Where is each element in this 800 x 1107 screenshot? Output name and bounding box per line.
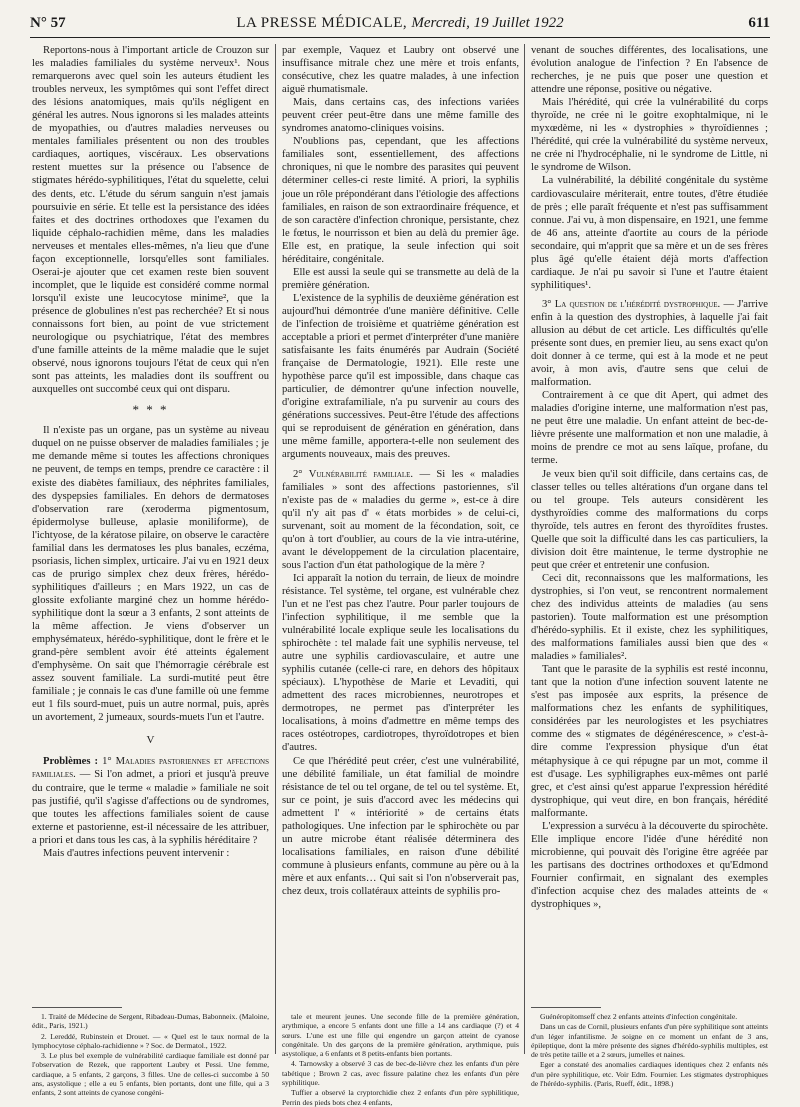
footnote: 4. Tarnowsky a observé 3 cas de bec-de-lièvre chez les enfants d'un père tabétique ; Brown 2 cas, avec fissure palatine chez les enfants d'un père syphilitique. xyxy=(282,1059,519,1088)
page-number: 611 xyxy=(748,15,770,31)
footnote-rule xyxy=(32,1007,122,1008)
paragraph: Reportons-nous à l'important article de Crouzon sur les maladies familiales du système nerveux¹. Nous remarquerons avec quel soin les auteurs étudient les troubles nerveux, les symptômes qui sont l'effet direct des lésions anatomiques, mais qu'ils négligent en général les autres. Nous ignorons si les malades atteints de myopathies, ou d'autres maladies nerveuses ou mentales familiales présentent ou non des troubles cardiaques, aortiques, viscéraux. Les observations restent muettes sur la présence ou l'absence de stigmates hérédo-syphilitiques, l'état du squelette, celui des dents, etc. L'étude du sérum sanguin n'est jamais poursuivie en série. Et telle est la persistance des idées faites et des doctrines orthodoxes que l'examen du liquide céphalo-rachidien même, dans les maladies nerveuses et mentales elles-mêmes, n'a lieu que d'une façon exceptionnelle, lorsqu'elles sont familiales. Oserai-je ajouter que cet examen reste bien souvent incomplet, que le liquide est considéré comme normal lorsqu'il existe une leucocytose minime², que la présence de globulines n'est pas recherchée? Et si nous connaissons fort bien, au point de vue strictement neurologique ou psychiatrique, l'état des membres d'une famille atteints de la même maladie que le sujet observé, nous ignorons toujours l'état de ceux qui n'en sont pas atteints, les maladies dont ils souffrent ou auxquelles ont succombé ceux qui ont disparu. xyxy=(32,45,269,396)
problemes-label: Problèmes : xyxy=(43,756,99,768)
section-heading-paragraph xyxy=(32,755,269,846)
footnotes-column-1 xyxy=(32,1012,269,1098)
paragraph: Contrairement à ce que dit Apert, qui admet des maladies d'origine interne, une malformation n'est pas, ne peut être une maladie. Un enfant atteint de bec-de-lièvre présente une malformation et non une maladie, à moins de prendre ce mot au sens laïque, profane, du terme. xyxy=(531,390,768,467)
footnote: tale et meurent jeunes. Une seconde fille de la première génération, arythmique, a encore 5 enfants dont une fille a 14 ans cardiaque (?) et 4 sœurs. L'une est une fille qui engendre un garçon atteint de cyanose congénitale. Un des garçons de la première génération, arythmique, puis asystolique, a 6 enfants et 8 petits-enfants bien portants. xyxy=(282,1012,519,1059)
text-column-2 xyxy=(282,44,519,1006)
column-separator xyxy=(275,44,276,1054)
paragraph: Je veux bien qu'il soit difficile, dans certains cas, de classer telles ou telles altérations d'un organe dans tel ou tel groupe. Tels auteurs considèrent les dysthyroïdies comme des malformations du corps thyroïde, tels autres en feront des thyroïdites frustes. Quelle que soit la difficulté dans les cas particuliers, la division doit être maintenue, le terme dystrophie ne peut que créer et entretenir une confusion. xyxy=(531,468,768,571)
paragraph: L'expression a survécu à la découverte du spirochète. Elle implique encore l'idée d'une hérédité non microbienne, qui pouvait dès l'origine être agréée par les partisans des doctrines orthodoxes et qu'Edmond Fournier confirmait, en signalant des exemples d'infection acquise chez des malades atteints de « dystrophiques », xyxy=(531,820,768,911)
paragraph: venant de souches différentes, des localisations, une évolution analogue de l'infection ? En l'absence de recherches, je ne puis que poser une question et attendre une réponse, positive ou négative. xyxy=(531,45,768,96)
paragraph: La vulnérabilité, la débilité congénitale du système cardiovasculaire mériterait, entre toutes, d'être étudiée de près ; elle paraît fréquente et n'est pas suffisamment connue. J'ai vu, à mon dispensaire, en 1921, une femme de 46 ans, atteinte d'aortite au cours de la période secondaire, qui m'apprit que sa mère et un de ses frères plus âgé qu'elle étaient déjà morts d'affection cardiaque. Je n'ai pu savoir si l'une et l'autre étaient syphilitiques¹. xyxy=(531,175,768,291)
journal-name: LA PRESSE MÉDICALE, xyxy=(236,15,408,31)
paragraph: Mais, dans certains cas, des infections variées peuvent créer peut-être dans une même famille des syndromes anatomo-cliniques voisins. xyxy=(282,97,519,135)
footnote-rule xyxy=(531,1007,601,1008)
paragraph: Mais d'autres infections peuvent intervenir : xyxy=(43,847,230,859)
text-column-3 xyxy=(531,44,768,1006)
section-ornament: * * * xyxy=(132,402,169,418)
section-number: V xyxy=(146,734,155,747)
paragraph-text: — Si l'on admet, a priori et jusqu'à preuve du contraire, que le terme « maladie » familiale ne soit pas justifié, qu'il s'agisse d'affections ou de syndromes, que toutes les affections familiales soient de cause externe et pastorienne, est-il nécessaire de les attribuer, a priori et dans tous les cas, à la syphilis héréditaire ? xyxy=(32,769,269,846)
page-header xyxy=(30,12,770,34)
paragraph: Ceci dit, reconnaissons que les malformations, les dystrophies, si l'on veut, se rencontrent normalement chez des individus atteints de maladies (au sens pastorien). Toute malformation est une présomption d'hérédo-syphilis. Et il existe, chez les syphilitiques, des malformations familiales aussi bien que des « maladies » familiales². xyxy=(531,572,768,663)
footnote: Dans un cas de Cornil, plusieurs enfants d'un père syphilitique sont atteints d'un léger infantilisme. Je soigne en ce moment un enfant de 3 ans, épileptique, dont la mère présente des signes d'hérédo-syphilis multiples, est de très petite taille et a 2 sœurs, jumelles et naines. xyxy=(531,1022,768,1060)
paragraph-text: — J'arrive enfin à la question des dystrophies, à laquelle j'ai fait allusion au début de cet article. Les difficultés qu'elle présente sont dues, en premier lieu, au sens exact qu'on doit donner à ce terme, qui est à la mode et ne peut avoir, à mon avis, d'autre sens que celui de malformation. xyxy=(531,298,768,389)
footnotes-column-3 xyxy=(531,1012,768,1089)
paragraph-text: — Si les « maladies familiales » sont des affections pastoriennes, s'il n'existe pas de « maladies du germe », est-ce à dire qu'il n'y ait pas d' « états morbides » de celui-ci, survenant, soit au moment de la fécondation, soit, ce qu'on à tort d'oublier, au cours de la vie intra-utérine, avant le développement de la circulation placentaire, sous l'action d'un état pathologique de la mère ? xyxy=(282,468,519,571)
section-heading: 1° Maladies pastoriennes et affections familiales. xyxy=(32,756,269,781)
section-heading: 2° Vulnérabilité familiale. xyxy=(293,468,414,480)
paragraph: Il n'existe pas un organe, pas un système au niveau duquel on ne puisse observer de maladies familiales ; je me demande même si toutes les affections chroniques ne peuvent, de temps en temps, prendre ce caractère : il existe des diabètes familiaux, des néphrites familiales, des dyspepsies familiales. En dehors de dermatoses d'observation rare (xeroderma pigmentosum, épidermolyse bulleuse, aplasie moniliforme), de l'ichtyose, de la kératose pilaire, on observe le caractère familial dans les dermatoses les plus banales, eczéma, psoriasis, lichen simplex, urticaire. J'ai vu en 1921 deux cas de prurigo simplex chez deux frères, hérédo-syphilitiques d'ailleurs ; en Mars 1922, un cas de glossite exfoliante marginé chez un homme hérédo-syphilitique dont la sœur a 3 enfants, 2 sont atteints de la même affection. Je viens d'observer un emphysémateux, hérédo-syphilitique, dont le frère et le grand-père semblent avoir été atteints également d'emphysème. On sait que l'hémorragie cérébrale est assez souvent familiale. La surdi-mutité peut être familiale ; je connais le cas d'une famille où une femme eut 1 fils sourd-muet, puis un autre normal, puis, après un avortement, 2 jumeaux, sourds-muets l'un et l'autre. xyxy=(32,425,269,724)
footnote: 2. Lereddé, Rubinstein et Drouet. — « Quel est le taux normal de la lymphocytose céphalo-rachidienne » ? Soc. de Dermatol., 1922. xyxy=(32,1031,269,1050)
paragraph: Tant que le parasite de la syphilis est resté inconnu, tant que la notion d'une infection souvent latente ne s'est pas imposée aux esprits, la présence de malformations chez les enfants de syphilitiques, considérées par les neurologistes et les psychiatres comme des « stigmates de dégénérescence, » c'est-à-dire comme l'expression physique d'un état métaphysique à ce qui répugne par un mot, comme il est d'usage. Les syphiligraphes eux-mêmes ont parlé grec, et c'est ainsi qu'est apparue l'expression hérédité dystrophique, qui veut dire, en bon français, hérédité malformante. xyxy=(531,664,768,819)
paragraph: Elle est aussi la seule qui se transmette au delà de la première génération. xyxy=(282,266,519,291)
footnote: Eger a constaté des anomalies cardiaques identiques chez 2 enfants nés d'un père syphilitique, etc. Voir Edm. Fournier. Les stigmates dystrophiques de l'hérédo-syphilis. (Paris, Rueff, édit., 1898.) xyxy=(531,1060,768,1089)
header-rule xyxy=(30,37,770,38)
paragraph: Ici apparaît la notion du terrain, de lieux de moindre résistance. Tel système, tel organe, est vulnérable chez l'un et ne l'est pas chez l'autre. Pour parler toujours de l'infection syphilitique, il me semble que la vulnérabilité locale explique seule les localisations du sphirochète : tel malade fait une syphilis nerveuse, tel autre une syphilis cardiovasculaire, et autre une syphilis cutanée (celle-ci rare, en dehors des hôpitaux spéciaux). L'hypothèse de Marie et Levaditi, qui admettent des races microbiennes, neurotropes et dermotropes, ne permet pas d'interpréter les localisations, à moins d'admettre en même temps des races ostéotropes, cardiotropes, thyroïdotropes et bien d'autres. xyxy=(282,572,519,754)
section-heading-paragraph xyxy=(531,298,768,389)
section-heading-paragraph xyxy=(282,468,519,572)
paragraph: par exemple, Vaquez et Laubry ont observé une insuffisance mitrale chez une mère et trois enfants, consécutive, chez les quatre malades, à une infection aiguë rhumatismale. xyxy=(282,45,519,96)
issue-date: Mercredi, 19 Juillet 1922 xyxy=(411,15,564,31)
paragraph: Ce que l'hérédité peut créer, c'est une vulnérabilité, une débilité familiale, un état familial de moindre résistance de tel ou tel organe, de tel ou tel système. Et, sur ce point, je suis d'accord avec les médecins qui admettent l' « intériorité » de certains états pathologiques. Une infection par le sphirochète ou par un autre microbe étant réalisée déterminera des localisations familiales, en raison d'une débilité commune à plusieurs enfants, commune au père ou à la mère et aux enfants… Qui sait si l'on n'observerait pas, chez deux, trois collatéraux atteints de syphilis pro- xyxy=(282,755,519,897)
paragraph: N'oublions pas, cependant, que les affections familiales sont, essentiellement, des affections chroniques, ni que le nombre des parasites qui peuvent déterminer celles-ci reste limité. A priori, la syphilis joue un rôle prépondérant dans l'étiologie des affections familiales, en raison de son extraordinaire fréquence, et de son caractère d'infection chronique, persistante, chez le fœtus, le nourrisson et bien au delà du premier âge. Elle est, en pratique, la seule infection qui soit héréditaire, congénitale. xyxy=(282,136,519,265)
footnote: 1. Traité de Médecine de Sergent, Ribadeau-Dumas, Babonneix. (Maloine, édit., Paris, 1921.) xyxy=(32,1012,269,1031)
footnote: Guénéropitomseff chez 2 enfants atteints d'infection congénitale. xyxy=(540,1012,738,1021)
footnote: 3. Le plus bel exemple de vulnérabilité cardiaque familiale est donné par l'observation de Rezek, que rapportent Laubry et Pessi. Une femme, cardiaque, a 5 enfants, 2 garçons, 3 filles. Une de celles-ci succombe à 50 ans, asystolique ; elle a eu 5 enfants, bien portants, dont une fille, qui a 3 enfants, 2 sont atteints de cyanose congéni- xyxy=(32,1051,269,1098)
paragraph: Mais l'hérédité, qui crée la vulnérabilité du corps thyroïde, ne crée ni le goitre exophtalmique, ni le myxœdème, ni les « dystrophies » thyroïdiennes ; l'hérédité, qui crée la vulnérabilité du système nerveux, ne crée ni l'hydrocéphalie, ni le syndrome de Little, ni le syndrome de Wilson. xyxy=(531,97,768,174)
issue-number: N° 57 xyxy=(30,15,66,31)
text-column-1 xyxy=(32,44,269,1006)
footnote: Tuffier a observé la cryptorchidie chez 2 enfants d'un père syphilitique, Perrin des pieds bots chez 4 enfants, xyxy=(282,1088,519,1107)
journal-title xyxy=(30,12,770,34)
column-separator xyxy=(524,44,525,1054)
paragraph: L'existence de la syphilis de deuxième génération est aujourd'hui démontrée d'une manière définitive. Celle de l'infection de troisième et quatrième génération est acceptable a priori et permet d'interpréter d'une manière satisfaisante les faits énumérés par Audrain (Société française de Dermatologie, 1921). Elle reste une hypothèse parce qu'il est impossible, dans chaque cas particulier, de démontrer qu'une infection nouvelle, d'origine extrafamiliale, n'a pu survenir au cours des générations successives. Peut-être l'étude des affections qui se reproduisent de génération en génération, dans une même famille, apportera-t-elle non seulement des arguments nouveaux, mais des preuves. xyxy=(282,292,519,461)
footnotes-column-2 xyxy=(282,1012,519,1107)
section-heading: 3° La question de l'hérédité dystrophique. xyxy=(542,298,721,310)
